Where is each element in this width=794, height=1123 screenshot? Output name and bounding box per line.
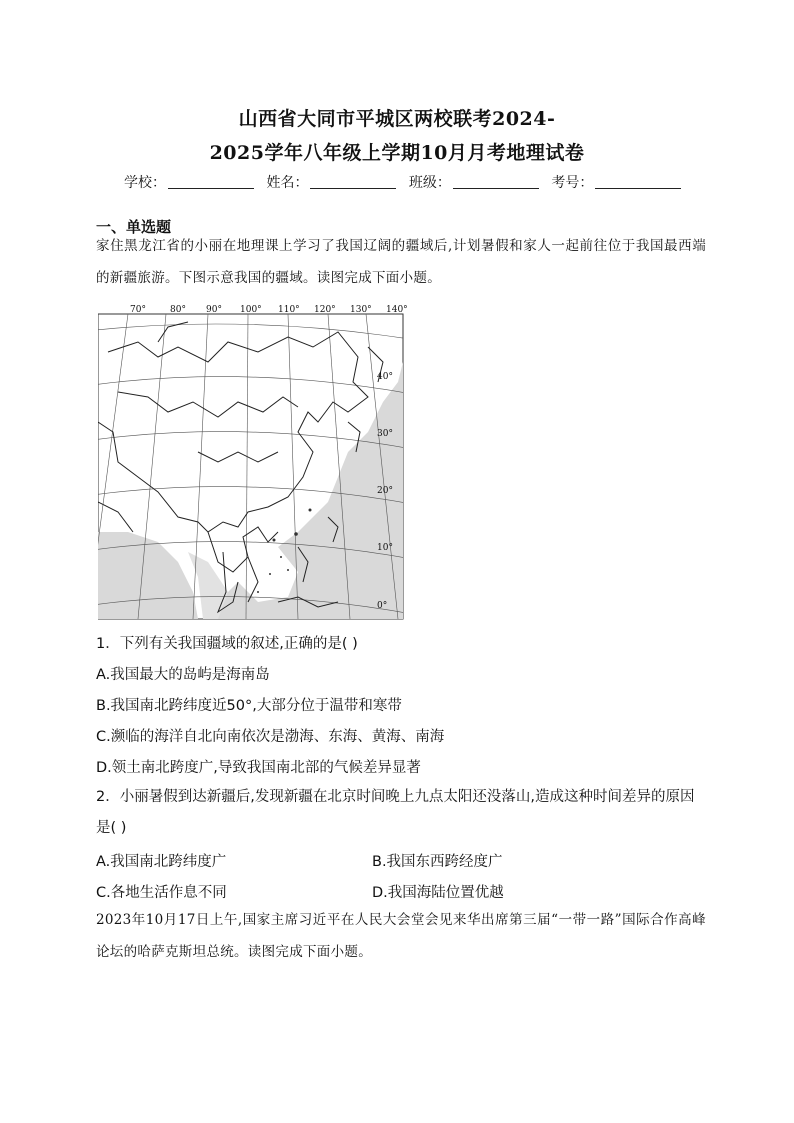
exam-number-blank[interactable] bbox=[595, 174, 681, 189]
section-title: 一、单选题 bbox=[96, 218, 172, 236]
lon-label-140: 140° bbox=[386, 305, 408, 315]
intro-paragraph-1: 家住黑龙江省的小丽在地理课上学习了我国辽阔的疆域后,计划暑假和家人一起前往位于我国最西端的新疆旅游。下图示意我国的疆域。读图完成下面小题。 bbox=[96, 238, 706, 286]
exam-title-line1: 山西省大同市平城区两校联考2024- bbox=[238, 108, 556, 130]
lon-label-100: 100° bbox=[240, 305, 262, 315]
question-1-option-d[interactable]: D.领土南北跨度广,导致我国南北部的气候差异显著 bbox=[96, 760, 421, 776]
question-1-option-c[interactable]: C.濒临的海洋自北向南依次是渤海、东海、黄海、南海 bbox=[96, 729, 445, 745]
lon-label-80: 80° bbox=[170, 305, 186, 315]
lat-label-20: 20° bbox=[377, 486, 393, 496]
class-blank[interactable] bbox=[453, 174, 539, 189]
question-1-option-b[interactable]: B.我国南北跨纬度近50°,大部分位于温带和寒带 bbox=[96, 698, 402, 714]
question-1-stem: 1．下列有关我国疆域的叙述,正确的是( ) bbox=[96, 636, 358, 652]
question-2-option-d[interactable]: D.我国海陆位置优越 bbox=[372, 885, 504, 901]
lon-label-130: 130° bbox=[350, 305, 372, 315]
name-blank[interactable] bbox=[310, 174, 396, 189]
lat-label-10: 10° bbox=[377, 543, 393, 553]
lon-label-70: 70° bbox=[130, 305, 146, 315]
lon-label-90: 90° bbox=[206, 305, 222, 315]
school-label: 学校： bbox=[124, 175, 166, 191]
question-2-option-b[interactable]: B.我国东西跨经度广 bbox=[372, 854, 503, 870]
intro-paragraph-2: 2023年10月17日上午,国家主席习近平在人民大会堂会见来华出席第三届“一带一路”国际合作高峰论坛的哈萨克斯坦总统。读图完成下面小题。 bbox=[96, 912, 706, 960]
lat-label-0: 0° bbox=[377, 601, 388, 611]
exam-number-label: 考号： bbox=[551, 175, 594, 191]
lat-label-40: 40° bbox=[377, 372, 393, 382]
class-label: 班级： bbox=[408, 175, 451, 191]
question-2-option-a[interactable]: A.我国南北跨纬度广 bbox=[96, 854, 227, 870]
lat-label-30: 30° bbox=[377, 429, 393, 439]
question-2-option-c[interactable]: C.各地生活作息不同 bbox=[96, 885, 227, 901]
name-label: 姓名： bbox=[266, 175, 309, 191]
question-2-stem: 2．小丽暑假到达新疆后,发现新疆在北京时间晚上九点太阳还没落山,造成这种时间差异的原因是( ) bbox=[96, 789, 695, 836]
exam-title-line2: 2025学年八年级上学期10月月考地理试卷 bbox=[209, 142, 585, 164]
question-1-option-a[interactable]: A.我国最大的岛屿是海南岛 bbox=[96, 667, 270, 683]
lon-label-120: 120° bbox=[314, 305, 336, 315]
lon-label-110: 110° bbox=[278, 305, 300, 315]
student-info-line bbox=[124, 172, 689, 192]
china-territory-map bbox=[98, 302, 416, 620]
school-blank[interactable] bbox=[168, 174, 254, 189]
